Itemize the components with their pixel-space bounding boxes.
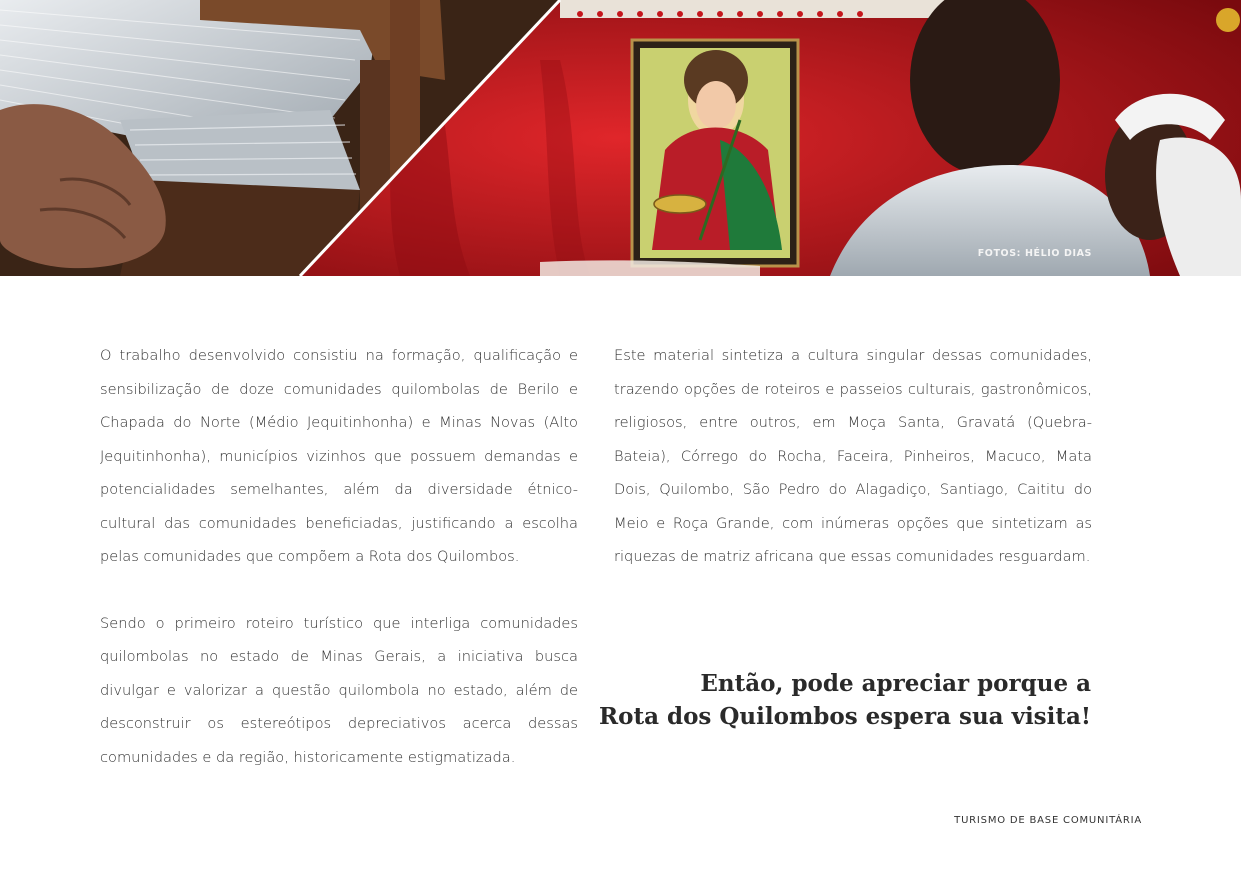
callout-quote — [560, 667, 1091, 733]
left-paragraph-1: O trabalho desenvolvido consistiu na formação, qualificação e sensibilização de doze comunidades quilombolas de Berilo e Chapada do Norte (Médio Jequitinhonha) e Minas Novas (Alto Jequitinhonha), municípios vizinhos que possuem demandas e potencialidades semelhantes, além da diversidade étnico-cultural das comunidades beneficiadas, justificando a escolha pelas comunidades que compõem a Rota dos Quilombos. — [100, 347, 578, 565]
callout-line-1: Então, pode apreciar porque a — [700, 670, 1091, 697]
running-footer: TURISMO DE BASE COMUNITÁRIA — [954, 815, 1142, 826]
left-column — [100, 339, 578, 774]
banner-illustration — [0, 0, 1241, 276]
right-paragraph-1: Este material sintetiza a cultura singular dessas comunidades, trazendo opções de roteiros e passeios culturais, gastronômicos, religiosos, entre outros, em Moça Santa, Gravatá (Quebra-Bateia), Córrego do Rocha, Faceira, Pinheiros, Macuco, Mata Dois, Quilombo, São Pedro do Alagadiço, Santiago, Caititu do Meio e Roça Grande, com inúmeras opções que sintetizam as riquezas de matriz africana que essas comunidades resguardam. — [614, 347, 1092, 565]
right-column — [614, 339, 1092, 574]
photo-credit: FOTOS: HÉLIO DIAS — [977, 248, 1092, 259]
callout-line-2: Rota dos Quilombos espera sua visita! — [599, 703, 1091, 730]
left-paragraph-2: Sendo o primeiro roteiro turístico que interliga comunidades quilombolas no estado de Minas Gerais, a iniciativa busca divulgar e valorizar a questão quilombola no estado, além de desconstruir os estereótipos depreciativos acerca dessas comunidades e da região, historicamente estigmatizada. — [100, 614, 578, 766]
photo-banner — [0, 0, 1241, 276]
